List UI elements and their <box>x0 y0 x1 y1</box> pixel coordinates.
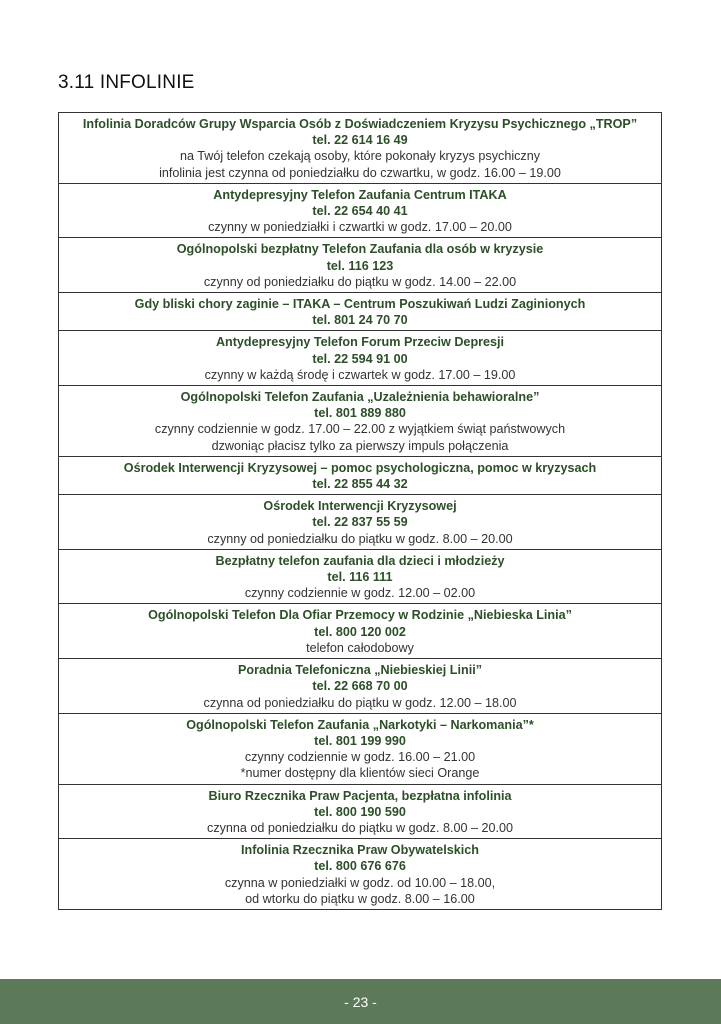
hotline-phone: tel. 22 614 16 49 <box>312 133 408 148</box>
hotline-info: czynny codziennie w godz. 16.00 – 21.00 <box>244 750 476 765</box>
hotline-row <box>59 785 661 840</box>
hotline-name: Ogólnopolski Telefon Dla Ofiar Przemocy w Rodzinie „Niebieska Linia” <box>148 608 572 623</box>
hotline-info: czynny od poniedziałku do piątku w godz. 8.00 – 20.00 <box>207 531 513 546</box>
hotline-info: czynny w poniedziałki i czwartki w godz. 17.00 – 20.00 <box>208 220 512 235</box>
hotline-row <box>59 457 661 495</box>
hotline-name: Ośrodek Interwencji Kryzysowej – pomoc psychologiczna, pomoc w kryzysach <box>123 460 597 475</box>
hotline-info: czynny codziennie w godz. 17.00 – 22.00 z wyjątkiem świąt państwowych <box>154 422 566 437</box>
hotline-table <box>58 112 662 910</box>
hotline-row <box>59 184 661 239</box>
hotline-row <box>59 495 661 550</box>
hotline-phone: tel. 116 111 <box>327 570 393 585</box>
hotline-info: czynna od poniedziałku do piątku w godz. 12.00 – 18.00 <box>203 695 517 710</box>
hotline-phone: tel. 801 889 880 <box>314 406 406 421</box>
hotline-info: czynny codziennie w godz. 12.00 – 02.00 <box>244 586 476 601</box>
hotline-info: czynny w każdą środę i czwartek w godz. 17.00 – 19.00 <box>204 367 516 382</box>
hotline-info: *numer dostępny dla klientów sieci Orange <box>240 766 480 781</box>
hotline-phone: tel. 22 837 55 59 <box>312 515 408 530</box>
hotline-row <box>59 331 661 386</box>
hotline-row <box>59 293 661 331</box>
hotline-phone: tel. 800 676 676 <box>314 859 406 874</box>
hotline-info: infolinia jest czynna od poniedziałku do czwartku, w godz. 16.00 – 19.00 <box>159 165 561 180</box>
hotline-row <box>59 604 661 659</box>
hotline-name: Bezpłatny telefon zaufania dla dzieci i młodzieży <box>215 553 505 568</box>
hotline-name: Antydepresyjny Telefon Zaufania Centrum ITAKA <box>213 187 507 202</box>
hotline-name: Ogólnopolski bezpłatny Telefon Zaufania dla osób w kryzysie <box>176 242 544 257</box>
hotline-phone: tel. 22 594 91 00 <box>312 351 408 366</box>
hotline-info: czynna od poniedziałku do piątku w godz. 8.00 – 20.00 <box>207 820 513 835</box>
hotline-phone: tel. 116 123 <box>326 258 394 273</box>
hotline-row <box>59 550 661 605</box>
hotline-info: na Twój telefon czekają osoby, które pokonały kryzys psychiczny <box>179 149 541 164</box>
hotline-name: Ogólnopolski Telefon Zaufania „Uzależnienia behawioralne” <box>180 390 540 405</box>
page-footer <box>0 979 721 1024</box>
hotline-info: od wtorku do piątku w godz. 8.00 – 16.00 <box>245 891 475 906</box>
hotline-phone: tel. 801 199 990 <box>314 733 406 748</box>
hotline-name: Biuro Rzecznika Praw Pacjenta, bezpłatna infolinia <box>208 788 512 803</box>
hotline-phone: tel. 22 668 70 00 <box>312 679 408 694</box>
hotline-name: Infolinia Rzecznika Praw Obywatelskich <box>241 843 479 858</box>
hotline-info: dzwoniąc płacisz tylko za pierwszy impuls połączenia <box>211 438 509 453</box>
section-title: 3.11 INFOLINIE <box>58 72 195 93</box>
hotline-phone: tel. 800 190 590 <box>314 804 406 819</box>
hotline-phone: tel. 801 24 70 70 <box>312 313 408 328</box>
page-number: - 23 - <box>344 993 377 1010</box>
hotline-row <box>59 386 661 457</box>
hotline-name: Infolinia Doradców Grupy Wsparcia Osób z Doświadczeniem Kryzysu Psychicznego „TROP” <box>82 117 638 131</box>
hotline-name: Ogólnopolski Telefon Zaufania „Narkotyki – Narkomania”* <box>186 717 534 732</box>
hotline-phone: tel. 22 855 44 32 <box>312 477 408 492</box>
hotline-row <box>59 659 661 714</box>
hotline-info: czynna w poniedziałki w godz. od 10.00 – 18.00, <box>224 875 496 890</box>
hotline-row <box>59 714 661 785</box>
hotline-phone: tel. 800 120 002 <box>314 624 406 639</box>
hotline-name: Antydepresyjny Telefon Forum Przeciw Depresji <box>215 335 505 350</box>
hotline-row <box>59 238 661 293</box>
hotline-row <box>59 113 661 184</box>
hotline-info: czynny od poniedziałku do piątku w godz. 14.00 – 22.00 <box>203 274 517 289</box>
hotline-name: Poradnia Telefoniczna „Niebieskiej Linii” <box>237 663 482 678</box>
hotline-name: Ośrodek Interwencji Kryzysowej <box>263 499 457 514</box>
hotline-info: telefon całodobowy <box>306 640 414 655</box>
hotline-row <box>59 839 661 909</box>
hotline-phone: tel. 22 654 40 41 <box>312 204 408 219</box>
hotline-name: Gdy bliski chory zaginie – ITAKA – Centrum Poszukiwań Ludzi Zaginionych <box>134 297 586 312</box>
